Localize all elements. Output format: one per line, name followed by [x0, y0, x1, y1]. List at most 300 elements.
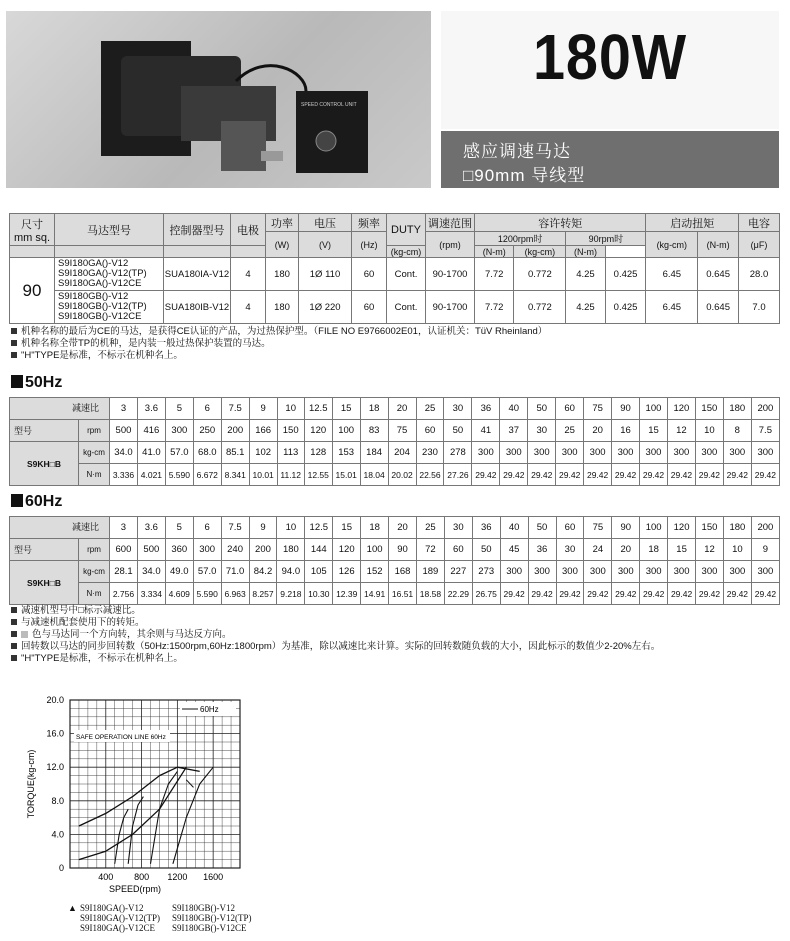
legend-model: S9I180GB()-V12(TP) — [172, 913, 252, 923]
kgcm-cell: 57.0 — [165, 442, 193, 464]
voltage-value: 1Ø 110 — [299, 258, 352, 291]
legend-marker: ▲ — [68, 903, 77, 913]
kgcm-cell: 300 — [640, 442, 668, 464]
hdr-speed-range: 调速范围 — [426, 214, 475, 232]
y-tick-label: 16.0 — [46, 728, 64, 739]
nm-cell: 16.51 — [389, 583, 417, 605]
ratio-cell: 40 — [500, 517, 528, 539]
rpm-cell: 9 — [751, 539, 779, 561]
hdr-1200-kgcm: (kg-cm) — [387, 246, 426, 258]
unit-rpm: rpm — [79, 539, 110, 561]
y-tick-label: 0 — [58, 863, 64, 873]
nm-cell: 14.91 — [361, 583, 389, 605]
heading-60hz-text: 60Hz — [25, 493, 63, 510]
kgcm-cell: 300 — [668, 561, 696, 583]
hdr-voltage: 电压 — [299, 214, 352, 232]
ratio-cell: 180 — [723, 398, 751, 420]
rpm-cell: 50 — [444, 420, 472, 442]
rpm-cell: 75 — [388, 420, 416, 442]
ratio-cell: 7.5 — [221, 517, 249, 539]
ratio-cell: 3 — [110, 398, 138, 420]
x-axis-label: SPEED(rpm) — [108, 884, 162, 894]
ratio-cell: 18 — [360, 398, 388, 420]
note-text: "H"TYPE是标准，不标示在机种名上。 — [21, 350, 183, 361]
duty-value: Cont. — [387, 258, 426, 291]
rpm-cell: 600 — [110, 539, 138, 561]
hdr-poles: 电极 — [231, 214, 266, 246]
kgcm-cell: 68.0 — [193, 442, 221, 464]
rpm-cell: 500 — [137, 539, 165, 561]
kgcm-cell: 49.0 — [165, 561, 193, 583]
capacitance-value: 28.0 — [739, 258, 780, 291]
kgcm-cell: 153 — [332, 442, 360, 464]
rpm-cell: 30 — [556, 539, 584, 561]
rpm-cell: 120 — [333, 539, 361, 561]
legend-label: 60Hz — [200, 705, 219, 714]
rpm-cell: 500 — [110, 420, 138, 442]
hdr-at-90: 90rpm时 — [566, 232, 646, 246]
torque-value: 4.25 — [566, 291, 605, 324]
kgcm-cell: 300 — [556, 442, 584, 464]
legend-model: S9I180GA()-V12CE — [80, 923, 155, 933]
x-tick-label: 1600 — [203, 872, 224, 882]
ratio-row — [10, 517, 780, 539]
ratio-cell: 36 — [472, 517, 500, 539]
control-unit-label: SPEED CONTROL UNIT — [301, 102, 357, 108]
note-text: 机种名称的最后为CE的马达，是获得CE认证的产品，为过热保护型。（FILE NO E9766002E01，认证机关：TüV Rheinland） — [21, 326, 548, 337]
ratio-cell: 15 — [332, 398, 360, 420]
kgcm-cell: 300 — [500, 561, 528, 583]
legend-model: S9I180GB()-V12CE — [172, 923, 247, 933]
gear-table-50hz — [9, 397, 780, 486]
spec-table — [9, 213, 780, 324]
kgcm-cell: 85.1 — [221, 442, 249, 464]
kgcm-cell: 273 — [472, 561, 500, 583]
unit-kgcm: kg-cm — [79, 561, 110, 583]
speed-range-value: 90-1700 — [426, 258, 475, 291]
rpm-cell: 360 — [165, 539, 193, 561]
legend-model: S9I180GA()-V12(TP) — [80, 913, 160, 923]
nm-cell: 29.42 — [528, 464, 556, 486]
ratio-cell: 90 — [612, 398, 640, 420]
nm-cell: 29.42 — [751, 464, 779, 486]
ratio-cell: 6 — [193, 517, 221, 539]
ratio-cell: 75 — [584, 517, 612, 539]
y-axis-label: TORQUE(kg-cm) — [26, 749, 36, 819]
rpm-cell: 60 — [416, 420, 444, 442]
nm-cell: 29.42 — [528, 583, 556, 605]
note-text: "H"TYPE是标准，不标示在机种名上。 — [21, 653, 183, 664]
kgcm-cell: 102 — [249, 442, 277, 464]
kgcm-cell: 300 — [695, 442, 723, 464]
subtitle-line-1: 感应调速马达 — [463, 142, 571, 161]
hdr-1200-nm: (N-m) — [475, 246, 514, 258]
chart-grid — [70, 700, 240, 868]
torque-value: 0.425 — [605, 291, 646, 324]
ratio-cell: 120 — [668, 517, 696, 539]
note-item — [11, 617, 781, 629]
kgcm-cell: 126 — [333, 561, 361, 583]
ratio-cell: 150 — [696, 517, 724, 539]
series-line — [128, 797, 143, 864]
hdr-capacitance: 电容 — [739, 214, 780, 232]
nm-cell: 29.42 — [696, 583, 724, 605]
nm-cell: 9.218 — [277, 583, 305, 605]
rpm-cell: 90 — [389, 539, 417, 561]
rpm-cell: 15 — [640, 420, 668, 442]
rpm-cell: 15 — [668, 539, 696, 561]
rpm-cell: 37 — [500, 420, 528, 442]
notes-spec — [11, 326, 781, 362]
hdr-duty: DUTY — [387, 214, 426, 246]
hdr-at-1200: 1200rpm时 — [475, 232, 566, 246]
nm-cell: 10.01 — [249, 464, 277, 486]
x-tick-label: 800 — [134, 872, 150, 882]
ratio-cell: 3.6 — [137, 517, 165, 539]
kgcm-cell: 34.0 — [110, 442, 138, 464]
model-label: 型号 — [10, 420, 79, 442]
note-item — [11, 653, 781, 665]
model-name: S9I180GB()-V12(TP) — [58, 301, 147, 312]
heading-50hz — [11, 374, 62, 392]
nm-cell: 29.42 — [723, 583, 751, 605]
kgcm-cell: 300 — [640, 561, 668, 583]
kgcm-cell: 300 — [751, 561, 779, 583]
ratio-label — [10, 517, 110, 539]
nm-cell: 29.42 — [668, 583, 696, 605]
rpm-cell: 12 — [667, 420, 695, 442]
ratio-cell: 10 — [277, 517, 305, 539]
rpm-cell: 72 — [416, 539, 444, 561]
y-tick-label: 8.0 — [51, 795, 64, 806]
ratio-label-text: 减速比 — [71, 403, 99, 413]
kgcm-cell: 41.0 — [137, 442, 165, 464]
rpm-cell: 45 — [500, 539, 528, 561]
kgcm-cell: 230 — [416, 442, 444, 464]
hdr-controller: 控制器型号 — [164, 214, 231, 246]
start-torque-value: 6.45 — [646, 258, 698, 291]
rpm-cell: 416 — [137, 420, 165, 442]
torque-value: 4.25 — [566, 258, 605, 291]
note-item — [11, 338, 781, 350]
kgcm-cell: 128 — [304, 442, 332, 464]
nm-cell: 22.29 — [444, 583, 472, 605]
nm-cell: 29.42 — [584, 583, 612, 605]
kgcm-cell: 189 — [416, 561, 444, 583]
hdr-voltage-unit: (V) — [299, 232, 352, 258]
rpm-cell: 200 — [249, 539, 277, 561]
hdr-90-kgcm: (kg-cm) — [514, 246, 566, 258]
rpm-cell: 120 — [304, 420, 332, 442]
ratio-cell: 100 — [640, 517, 668, 539]
controller-value: SUA180IB-V12 — [164, 291, 231, 324]
controller-value: SUA180IA-V12 — [164, 258, 231, 291]
rpm-cell: 12 — [696, 539, 724, 561]
nm-cell: 29.42 — [500, 583, 528, 605]
notes-gear — [11, 605, 781, 665]
nm-cell: 27.26 — [444, 464, 472, 486]
model-label: 型号 — [10, 539, 79, 561]
rpm-cell: 8 — [723, 420, 751, 442]
rpm-row — [10, 539, 780, 561]
torque-value: 0.772 — [514, 258, 566, 291]
rpm-cell: 41 — [472, 420, 500, 442]
note-item — [11, 605, 781, 617]
ratio-cell: 180 — [723, 517, 751, 539]
kgcm-cell: 34.0 — [137, 561, 165, 583]
kgcm-cell: 204 — [388, 442, 416, 464]
chart-series — [79, 767, 213, 864]
kgcm-cell: 278 — [444, 442, 472, 464]
nm-cell: 29.42 — [751, 583, 779, 605]
rpm-cell: 24 — [584, 539, 612, 561]
ratio-cell: 36 — [472, 398, 500, 420]
nm-cell: 5.590 — [193, 583, 221, 605]
note-text: 与减速机配套使用下的转矩。 — [21, 617, 145, 628]
kgcm-cell: 168 — [389, 561, 417, 583]
kgcm-cell: 300 — [528, 561, 556, 583]
nm-cell: 29.42 — [472, 464, 500, 486]
ratio-cell: 30 — [444, 398, 472, 420]
power-value: 180 — [266, 291, 299, 324]
y-tick-label: 12.0 — [46, 762, 64, 773]
model-name: S9I180GA()-V12(TP) — [58, 268, 147, 279]
rpm-cell: 166 — [249, 420, 277, 442]
note-text: 机种名称全带TP的机种，是内装一般过热保护装置的马达。 — [21, 338, 271, 349]
rpm-cell: 25 — [556, 420, 584, 442]
x-tick-label: 1200 — [167, 872, 188, 882]
torque-value: 7.72 — [475, 258, 514, 291]
nm-cell: 3.336 — [110, 464, 138, 486]
speed-range-value: 90-1700 — [426, 291, 475, 324]
nm-cell: 29.42 — [556, 464, 584, 486]
rpm-cell: 83 — [360, 420, 388, 442]
motor-illustration — [6, 11, 431, 188]
hdr-frequency-unit: (Hz) — [352, 232, 387, 258]
kgcm-cell: 300 — [556, 561, 584, 583]
unit-rpm: rpm — [79, 420, 110, 442]
frequency-value: 60 — [352, 258, 387, 291]
unit-nm: N·m — [79, 464, 110, 486]
nm-cell: 10.30 — [305, 583, 333, 605]
rpm-cell: 20 — [612, 539, 640, 561]
rpm-cell: 144 — [305, 539, 333, 561]
model-name: S9I180GB()-V12 — [58, 291, 129, 302]
hdr-size-unit: mm sq. — [13, 231, 51, 244]
nm-cell: 3.334 — [137, 583, 165, 605]
nm-cell: 29.42 — [695, 464, 723, 486]
torque-value: 0.772 — [514, 291, 566, 324]
poles-value: 4 — [231, 258, 266, 291]
y-tick-label: 4.0 — [51, 829, 64, 840]
ratio-label-text: 减速比 — [71, 522, 99, 532]
ratio-cell: 60 — [556, 398, 584, 420]
ratio-cell: 12.5 — [304, 398, 332, 420]
hdr-power-unit: (W) — [266, 232, 299, 258]
note-text: 色与马达同一个方向转，其余则与马达反方向。 — [32, 629, 232, 640]
model-legend — [68, 903, 308, 933]
nm-cell: 18.58 — [416, 583, 444, 605]
nm-cell: 29.42 — [612, 583, 640, 605]
rpm-cell: 10 — [723, 539, 751, 561]
ratio-cell: 25 — [416, 517, 444, 539]
kgcm-cell: 300 — [696, 561, 724, 583]
rpm-cell: 18 — [640, 539, 668, 561]
duty-value: Cont. — [387, 291, 426, 324]
ratio-cell: 6 — [193, 398, 221, 420]
table-row — [10, 291, 780, 324]
nm-cell: 6.672 — [193, 464, 221, 486]
kgcm-cell: 300 — [584, 442, 612, 464]
kgcm-cell: 300 — [723, 442, 751, 464]
nm-cell: 12.55 — [304, 464, 332, 486]
rpm-cell: 250 — [193, 420, 221, 442]
kgcm-cell: 71.0 — [221, 561, 249, 583]
rpm-cell: 36 — [528, 539, 556, 561]
nm-cell: 18.04 — [360, 464, 388, 486]
note-item — [11, 629, 781, 641]
ratio-cell: 50 — [528, 517, 556, 539]
model-name: S9I180GA()-V12 — [58, 258, 129, 269]
ratio-cell: 200 — [751, 398, 779, 420]
kgcm-cell: 84.2 — [249, 561, 277, 583]
rpm-cell: 150 — [277, 420, 304, 442]
rpm-cell: 7.5 — [751, 420, 779, 442]
rpm-cell: 10 — [695, 420, 723, 442]
model-name: S9I180GB()-V12CE — [58, 311, 142, 322]
start-torque-value: 0.645 — [698, 258, 739, 291]
kgcm-cell: 300 — [584, 561, 612, 583]
gear-model: S9KH□B — [10, 442, 79, 486]
ratio-cell: 40 — [500, 398, 528, 420]
ratio-cell: 100 — [640, 398, 668, 420]
y-tick-label: 20.0 — [46, 695, 64, 705]
ratio-cell: 75 — [584, 398, 612, 420]
nm-cell: 15.01 — [332, 464, 360, 486]
kgcm-cell: 28.1 — [110, 561, 138, 583]
note-item — [11, 350, 781, 362]
kgcm-cell: 300 — [500, 442, 528, 464]
kgcm-row — [10, 561, 780, 583]
subtitle-line-2: □90mm 导线型 — [463, 166, 586, 185]
nm-cell: 26.75 — [472, 583, 500, 605]
nm-cell: 5.590 — [165, 464, 193, 486]
nm-cell: 11.12 — [277, 464, 304, 486]
annotation-arrow — [186, 780, 193, 788]
rpm-cell: 300 — [193, 539, 221, 561]
series-line — [173, 767, 213, 864]
nm-cell: 29.42 — [723, 464, 751, 486]
nm-cell: 29.42 — [584, 464, 612, 486]
annotation-label: SAFE OPERATION LINE 60Hz — [76, 734, 166, 741]
hdr-size: 尺寸 — [21, 218, 43, 231]
ratio-label — [10, 398, 110, 420]
ratio-cell: 20 — [388, 398, 416, 420]
heading-50hz-text: 50Hz — [25, 374, 63, 391]
hdr-frequency: 频率 — [352, 214, 387, 232]
model-name: S9I180GA()-V12CE — [58, 278, 142, 289]
ratio-cell: 15 — [333, 517, 361, 539]
start-torque-value: 6.45 — [646, 291, 698, 324]
nm-cell: 2.756 — [110, 583, 138, 605]
torque-speed-chart — [20, 690, 250, 900]
ratio-cell: 7.5 — [221, 398, 249, 420]
ratio-cell: 5 — [165, 398, 193, 420]
x-tick-label: 400 — [98, 872, 114, 882]
rpm-cell: 30 — [528, 420, 556, 442]
nm-cell: 29.42 — [556, 583, 584, 605]
series-line — [115, 809, 129, 864]
page-title: 180W — [532, 21, 688, 93]
kgcm-cell: 300 — [612, 561, 640, 583]
kgcm-cell: 300 — [723, 561, 751, 583]
kgcm-cell: 105 — [305, 561, 333, 583]
hdr-power: 功率 — [266, 214, 299, 232]
product-photo — [6, 11, 431, 188]
heading-60hz — [11, 493, 62, 511]
kgcm-cell: 94.0 — [277, 561, 305, 583]
rpm-cell: 100 — [332, 420, 360, 442]
ratio-cell: 120 — [667, 398, 695, 420]
nm-cell: 22.56 — [416, 464, 444, 486]
poles-value: 4 — [231, 291, 266, 324]
ratio-cell: 20 — [389, 517, 417, 539]
size-value: 90 — [10, 258, 55, 324]
table-row — [10, 258, 780, 291]
unit-nm: N·m — [79, 583, 110, 605]
note-item — [11, 641, 781, 653]
ratio-row — [10, 398, 780, 420]
ratio-cell: 3.6 — [137, 398, 165, 420]
rpm-cell: 60 — [444, 539, 472, 561]
kgcm-cell: 113 — [277, 442, 304, 464]
kgcm-cell: 57.0 — [193, 561, 221, 583]
kgcm-cell: 227 — [444, 561, 472, 583]
hdr-starting-torque: 启动扭矩 — [646, 214, 739, 232]
kgcm-cell: 300 — [472, 442, 500, 464]
unit-kgcm: kg-cm — [79, 442, 110, 464]
hdr-motor-model: 马达型号 — [55, 214, 164, 246]
voltage-value: 1Ø 220 — [299, 291, 352, 324]
nm-row — [10, 583, 780, 605]
gear-table-60hz — [9, 516, 780, 605]
subtitle-panel — [441, 131, 779, 188]
chart-labels — [26, 695, 236, 894]
hdr-allowable-torque: 容许转矩 — [475, 214, 646, 232]
legend-model: S9I180GA()-V12 — [80, 903, 144, 913]
nm-cell: 29.42 — [640, 583, 668, 605]
ratio-cell: 50 — [528, 398, 556, 420]
nm-cell: 12.39 — [333, 583, 361, 605]
capacitance-value: 7.0 — [739, 291, 780, 324]
hdr-cap-unit: (μF) — [739, 232, 780, 258]
note-item — [11, 326, 781, 338]
power-value: 180 — [266, 258, 299, 291]
ratio-cell: 9 — [249, 398, 277, 420]
rpm-cell: 20 — [584, 420, 612, 442]
kgcm-cell: 152 — [361, 561, 389, 583]
rpm-cell: 300 — [165, 420, 193, 442]
ratio-cell: 3 — [110, 517, 138, 539]
torque-value: 7.72 — [475, 291, 514, 324]
ratio-cell: 10 — [277, 398, 304, 420]
ratio-cell: 18 — [361, 517, 389, 539]
kgcm-cell: 300 — [528, 442, 556, 464]
hdr-90-nm: (N-m) — [566, 246, 605, 258]
rpm-cell: 50 — [472, 539, 500, 561]
rpm-row — [10, 420, 780, 442]
nm-cell: 20.02 — [388, 464, 416, 486]
